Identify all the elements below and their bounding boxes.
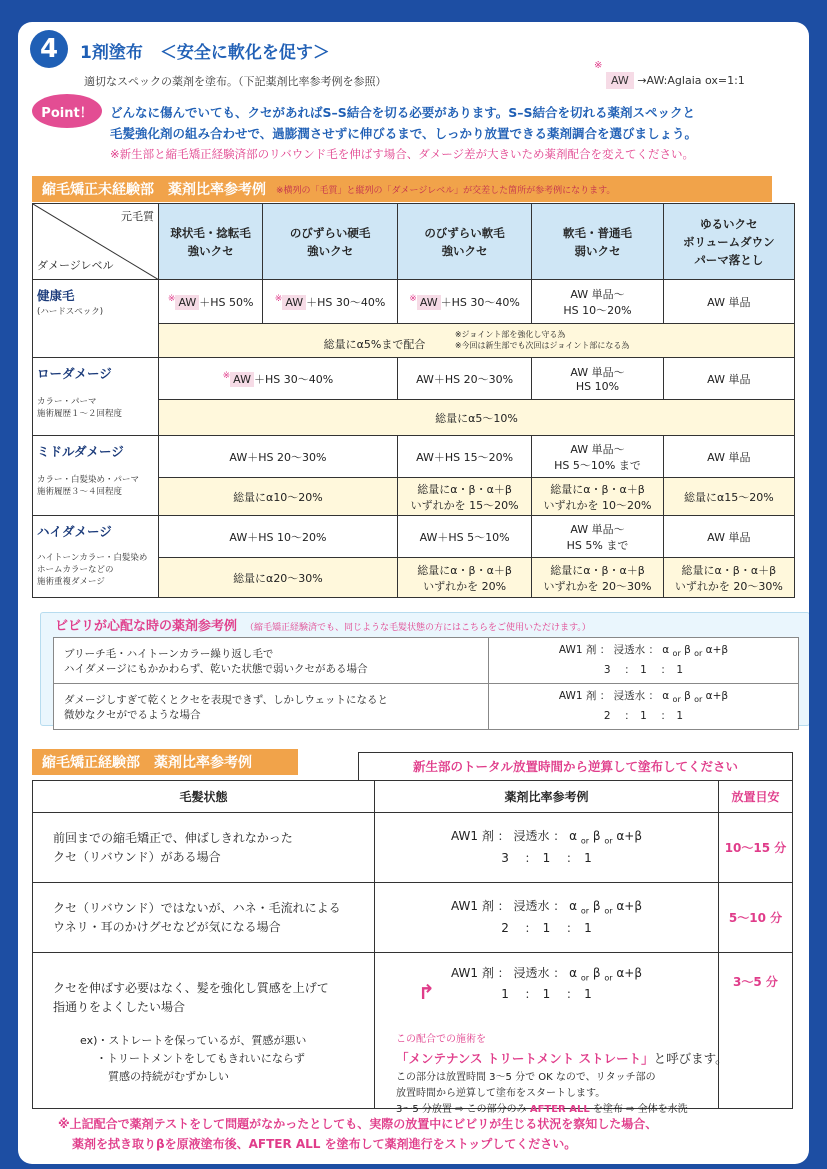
table-cell: AW＋HS 10〜20% bbox=[159, 516, 398, 558]
section1-header bbox=[32, 176, 772, 202]
asterisk-mark: ※ bbox=[594, 60, 603, 71]
table-cell-total: 総量にα5〜10% bbox=[159, 400, 795, 436]
table-cell: AW 単品 bbox=[663, 358, 794, 400]
col-header-time: 放置目安 bbox=[719, 781, 793, 813]
ratio-cell: AW1 剤 ： 浸透水 ： α $_{or}$ β $_{or}$ α+β 3 ： 1 ： 1 bbox=[375, 813, 719, 883]
table-cell: AW 単品〜 HS 5〜10% まで bbox=[532, 436, 663, 478]
section1-title: 縮毛矯正未経験部 薬剤比率参考例 bbox=[42, 182, 266, 198]
table-cell: ※ AW ＋HS 30〜40% bbox=[397, 280, 531, 324]
table-cell-total: 総量にα・β・α＋β いずれかを 15〜20% bbox=[397, 478, 531, 516]
table-cell: AW＋HS 20〜30% bbox=[397, 358, 531, 400]
col-header-ratio: 薬剤比率参考例 bbox=[375, 781, 719, 813]
table-cell-total: 総量にα20〜30% bbox=[159, 558, 398, 598]
point-line-2: 毛髪強化剤の組み合わせで、過膨潤させずに伸びるまで、しっかり放置できる薬剤調合を選びましょう。 bbox=[110, 126, 698, 141]
ratio-cell: AW1 剤 ： 浸透水 ： α $_{or}$ β $_{or}$ α+β 1 ： 1 ： 1 bbox=[375, 953, 719, 1109]
point-text bbox=[110, 102, 800, 165]
table-cell: AW 単品 bbox=[663, 516, 794, 558]
table-cell: AW 単品 bbox=[663, 280, 794, 324]
table-cell-total: 総量にα・β・α＋β いずれかを 10〜20% bbox=[532, 478, 663, 516]
row-header-low: ローダメージ カラー・パーマ 施術履歴１〜２回程度 bbox=[33, 358, 159, 436]
ratio-table-untreated bbox=[32, 203, 795, 598]
bibiri-condition: ブリーチ毛・ハイトーンカラー繰り返し毛で ハイダメージにもかかわらず、乾いた状態で弱いクセがある場合 bbox=[54, 638, 489, 684]
table-cell: ※ AW ＋HS 30〜40% bbox=[263, 280, 397, 324]
col-header-3: のびずらい軟毛 強いクセ bbox=[397, 204, 531, 280]
table-cell-total: 総量にα・β・α＋β いずれかを 20% bbox=[397, 558, 531, 598]
point-badge: Point！ bbox=[32, 94, 102, 128]
col-header-5: ゆるいクセ ボリュームダウン パーマ落とし bbox=[663, 204, 794, 280]
row-header-middle: ミドルダメージ カラー・白髪染め・パーマ 施術履歴３〜４回程度 bbox=[33, 436, 159, 516]
section1-subnote: ※横列の「毛質」と縦列の「ダメージレベル」が交差した箇所が参考例になります。 bbox=[276, 185, 616, 196]
time-cell: 3〜5 分 bbox=[719, 953, 793, 1109]
table-corner: 元毛質 ダメージレベル bbox=[33, 204, 159, 280]
diagonal-line bbox=[33, 204, 159, 280]
section2-header: 縮毛矯正経験部 薬剤比率参考例 bbox=[32, 749, 298, 775]
time-cell: 10〜15 分 bbox=[719, 813, 793, 883]
table-cell: ※ AW ＋HS 30〜40% bbox=[159, 358, 398, 400]
col-header-1: 球状毛・捻転毛 強いクセ bbox=[159, 204, 263, 280]
step-number-badge: 4 bbox=[30, 30, 68, 68]
table-cell: AW 単品〜 HS 10〜20% bbox=[532, 280, 663, 324]
time-cell: 5〜10 分 bbox=[719, 883, 793, 953]
row-header-healthy: 健康毛 (ハードスペック) bbox=[33, 280, 159, 358]
point-line-1: どんなに傷んでいても、クセがあればS–S結合を切る必要があります。S–S結合を切れる薬剤スペックと bbox=[110, 105, 696, 120]
bibiri-title: ビビリが心配な時の薬剤参考例 （縮毛矯正経験済でも、同じような毛髪状態の方にはこちらをご使用いただけます。） bbox=[55, 619, 591, 634]
table-cell: AW 単品〜 HS 10% bbox=[532, 358, 663, 400]
table-cell-total: 総量にα15〜20% bbox=[663, 478, 794, 516]
table-cell-total: 総量にα・β・α＋β いずれかを 20〜30% bbox=[663, 558, 794, 598]
step-title: 1剤塗布 ＜安全に軟化を促す＞ bbox=[80, 43, 330, 63]
bibiri-condition: ダメージしすぎて乾くとクセを表現できず、しかしウェットになると 微妙なクセがでるような場合 bbox=[54, 684, 489, 730]
table-cell-total: 総量にα10〜20% bbox=[159, 478, 398, 516]
state-cell: クセを伸ばす必要はなく、髪を強化し質感を上げて 指通りをよくしたい場合 bbox=[33, 953, 375, 1109]
bottom-warning: ※上記配合で薬剤テストをして問題がなかったとしても、実際の放置中にビビリが生じる状況を察知した場合、 薬剤を拭き取りβを原液塗布後、AFTER ALL を塗布して薬剤進行をストップしてください。 bbox=[58, 1117, 658, 1151]
table-cell-total: 総量にα・β・α＋β いずれかを 20〜30% bbox=[532, 558, 663, 598]
table-cell: ※ AW ＋HS 50% bbox=[159, 280, 263, 324]
bibiri-table bbox=[53, 637, 799, 730]
section2-note: 新生部のトータル放置時間から逆算して塗布してください bbox=[358, 752, 793, 780]
page bbox=[18, 22, 809, 1164]
bibiri-ratio: AW1 剤 ： 浸透水 ： α $_{or}$ β $_{or}$ α+β 2 ： 1 ： 1 bbox=[489, 684, 799, 730]
col-header-state: 毛髪状態 bbox=[33, 781, 375, 813]
row-header-high: ハイダメージ ハイトーンカラー・白髪染め ホームカラーなどの 施術重複ダメージ bbox=[33, 516, 159, 598]
table-cell-total: 総量にα5%まで配合 ※ジョイント部を強化し守る為 ※今回は新生部でも次回はジョイント部になる為 bbox=[159, 324, 795, 358]
table-cell: AW＋HS 15〜20% bbox=[397, 436, 531, 478]
table-cell: AW 単品〜 HS 5% まで bbox=[532, 516, 663, 558]
ratio-cell: AW1 剤 ： 浸透水 ： α $_{or}$ β $_{or}$ α+β 2 ： 1 ： 1 bbox=[375, 883, 719, 953]
table-cell: AW＋HS 20〜30% bbox=[159, 436, 398, 478]
aw-definition: →AW:Aglaia ox=1:1 bbox=[637, 74, 745, 87]
table-cell: AW＋HS 5〜10% bbox=[397, 516, 531, 558]
aw-note bbox=[594, 60, 745, 89]
point-note: ※新生部と縮毛矯正経験済部のリバウンド毛を伸ばす場合、ダメージ差が大きいため薬剤配合を変えてください。 bbox=[110, 147, 695, 161]
arrow-icon: ↱ bbox=[418, 980, 435, 1004]
maintenance-note: この配合での施術を 「メンテナンス トリートメント ストレート」と呼びます。 この部分は放置時間 3〜5 分で OK なので、リタッチ部の 放置時間から逆算して塗布をスタートします。 3〜5 分放置 ⇨ この部分のみ AFTER ALL を塗布 ⇨ 全体を水洗 bbox=[396, 1034, 728, 1115]
intro-text: 適切なスペックの薬剤を塗布。（下記薬剤比率参考例を参照） bbox=[84, 75, 387, 88]
bibiri-box bbox=[40, 612, 809, 726]
bibiri-ratio: AW1 剤 ： 浸透水 ： α $_{or}$ β $_{or}$ α+β 3 ： 1 ： 1 bbox=[489, 638, 799, 684]
col-header-2: のびずらい硬毛 強いクセ bbox=[263, 204, 397, 280]
state-cell: 前回までの縮毛矯正で、伸ばしきれなかった クセ（リバウンド）がある場合 bbox=[33, 813, 375, 883]
table-cell: AW 単品 bbox=[663, 436, 794, 478]
aw-label: AW bbox=[606, 72, 634, 89]
col-header-4: 軟毛・普通毛 弱いクセ bbox=[532, 204, 663, 280]
example-text: ex)・ストレートを保っているが、質感が悪い ・トリートメントをしてもきれいにならず 質感の持続がむずかしい bbox=[80, 1034, 307, 1083]
state-cell: クセ（リバウンド）ではないが、ハネ・毛流れによる ウネリ・耳のかけグセなどが気になる場合 bbox=[33, 883, 375, 953]
